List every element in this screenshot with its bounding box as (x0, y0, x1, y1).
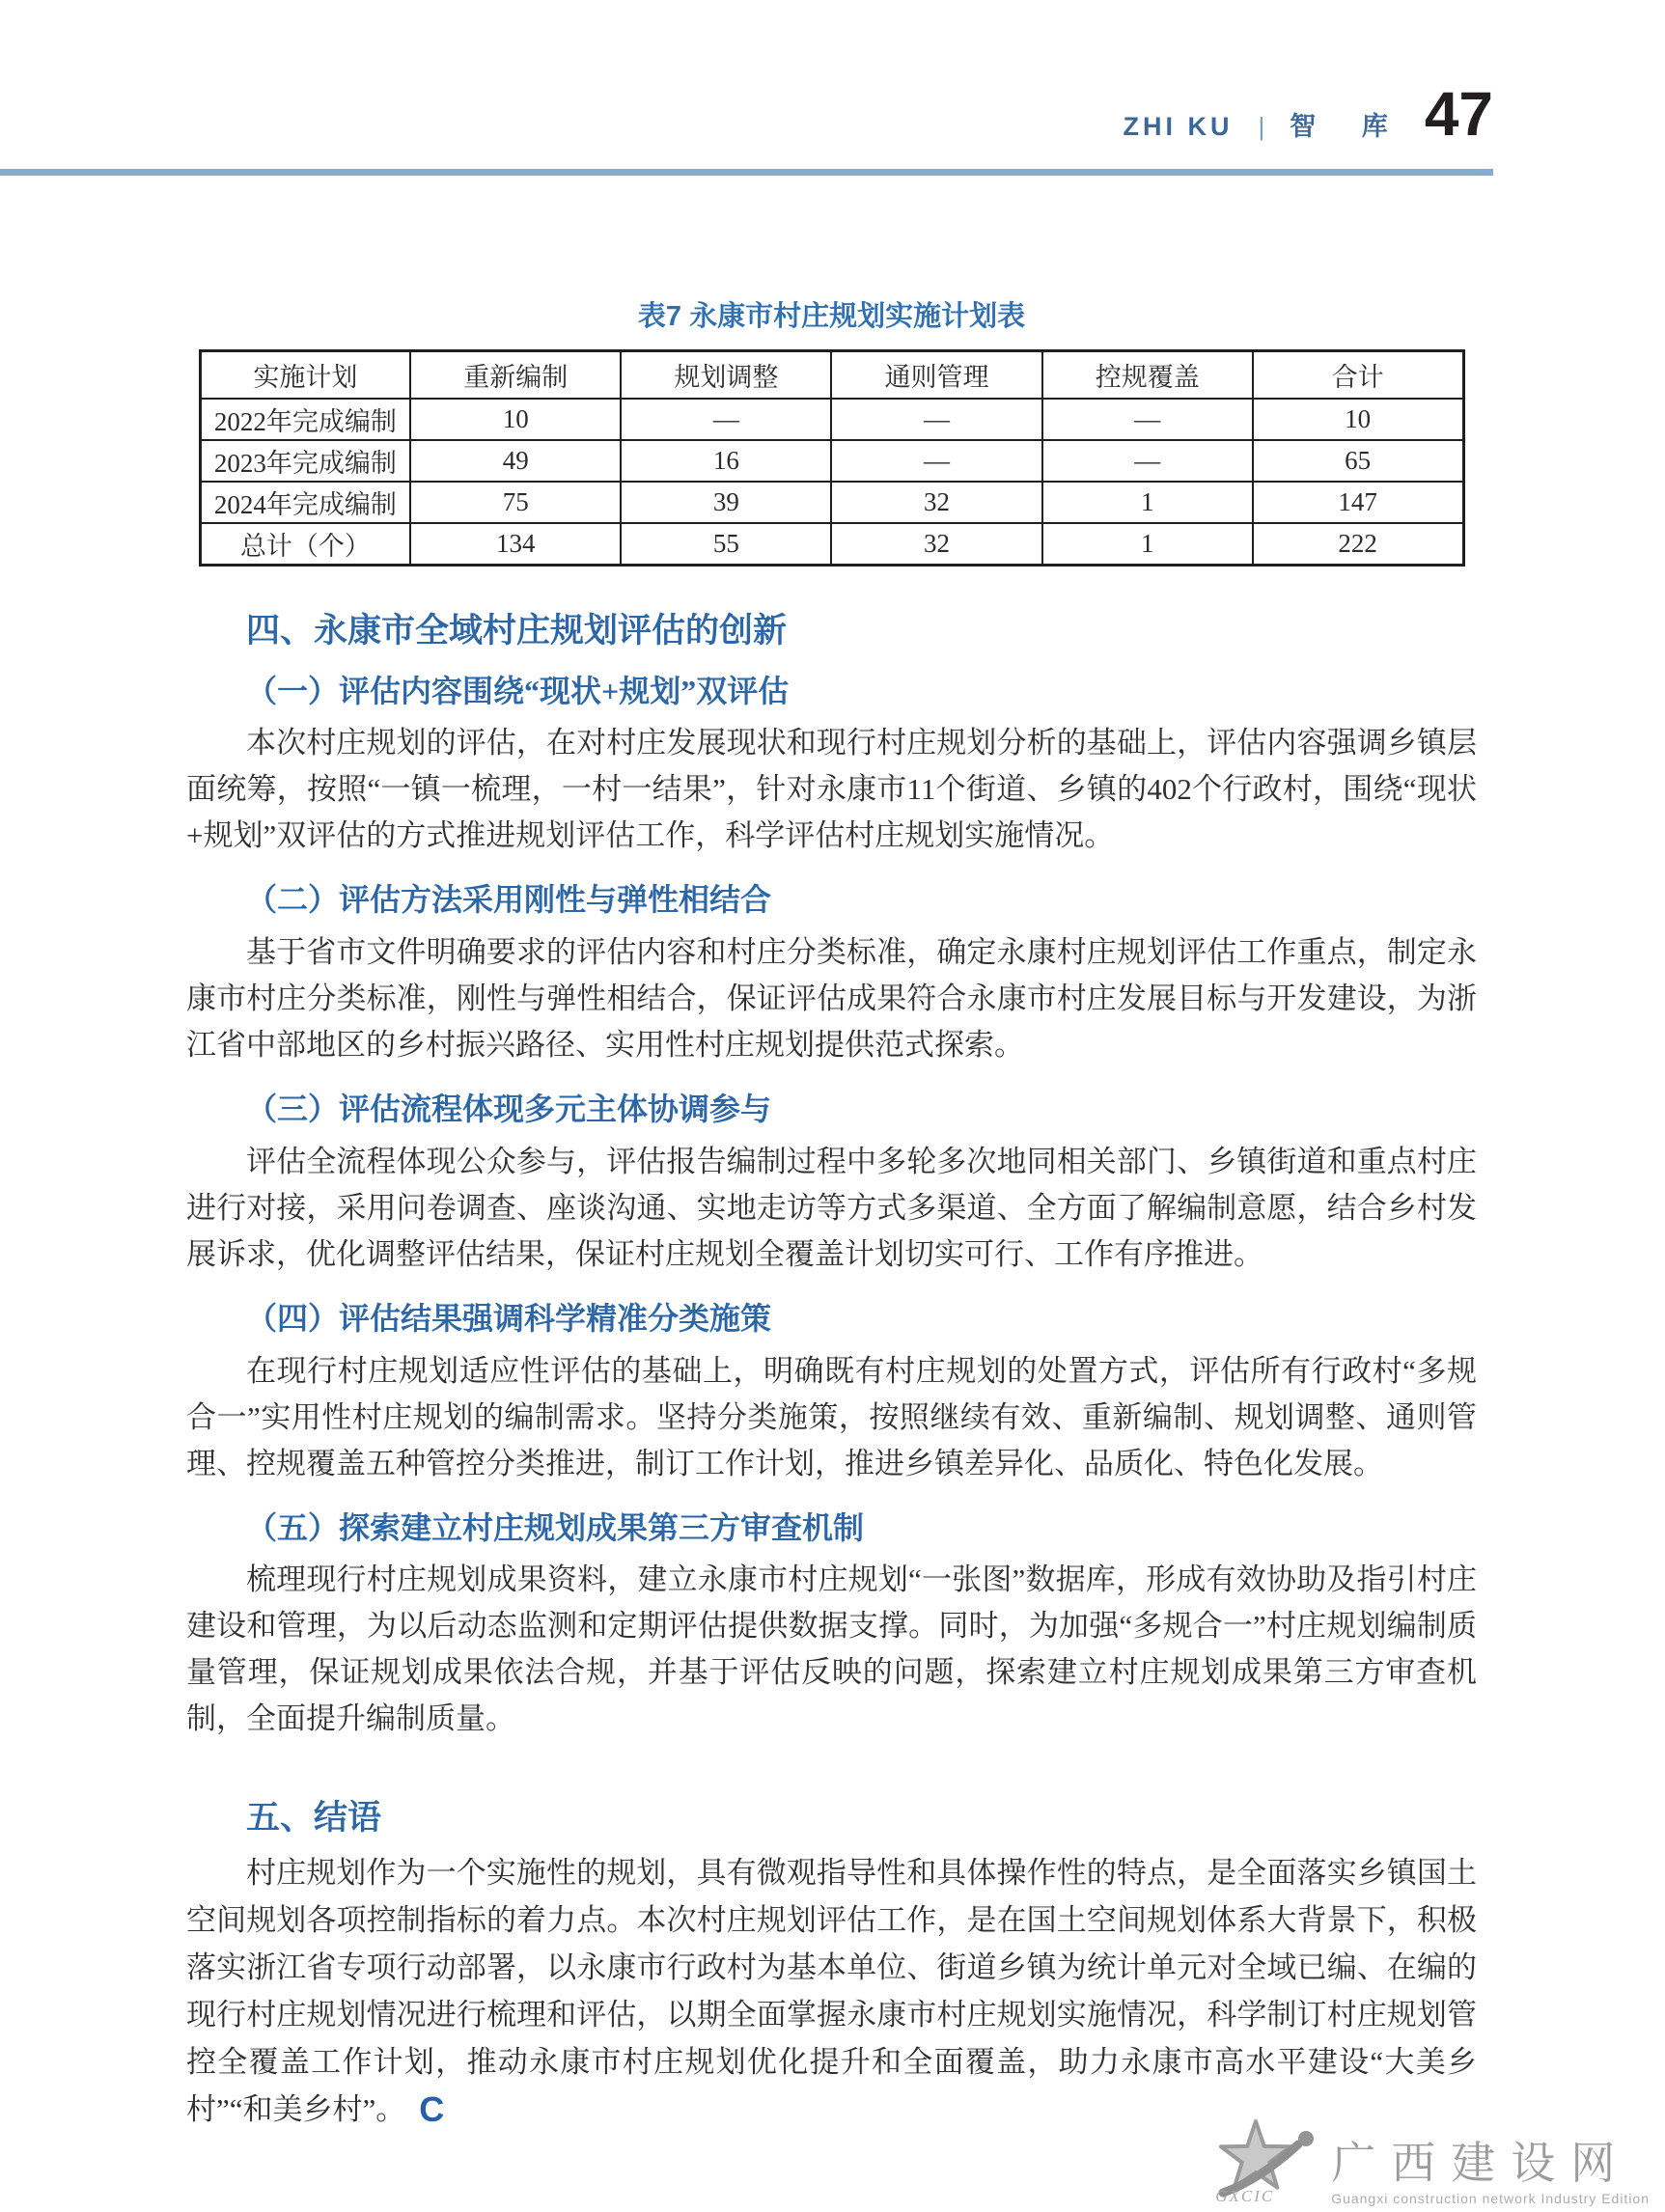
column-header: 控规覆盖 (1042, 351, 1253, 400)
header-latin-title: ZHI KU (1123, 112, 1234, 141)
gxcic-star-logo-icon (1207, 2117, 1321, 2206)
table-cell: — (831, 440, 1041, 482)
table-cell: — (1042, 440, 1253, 482)
page-number: 47 (1424, 79, 1493, 149)
table-cell: 1 (1042, 523, 1253, 566)
table-header-row (200, 351, 1463, 400)
table-cell: 75 (410, 482, 621, 523)
watermark-text (1331, 2140, 1650, 2206)
paragraph: 本次村庄规划的评估，在对村庄发展现状和现行村庄规划分析的基础上，评估内容强调乡镇层面统筹，按照“一镇一梳理，一村一结果”，针对永康市11个街道、乡镇的402个行政村，围绕“现状+规划”双评估的方式推进规划评估工作，科学评估村庄规划实施情况。 (186, 726, 1477, 853)
table-cell: 16 (621, 440, 831, 482)
subsection-heading-1: （一）评估内容围绕“现状+规划”双评估 (246, 673, 790, 708)
table-cell: 2024年完成编制 (200, 482, 410, 523)
paragraph: 在现行村庄规划适应性评估的基础上，明确既有村庄规划的处置方式，评估所有行政村“多规合一”实用性村庄规划的编制需求。坚持分类施策，按照继续有效、重新编制、规划调整、通则管理、控规覆盖五种管控分类推进，制订工作计划，推进乡镇差异化、品质化、特色化发展。 (186, 1353, 1477, 1480)
section-heading-4: 四、永康市全域村庄规划评估的创新 (246, 612, 788, 650)
table-cell: 32 (831, 482, 1041, 523)
subsection-heading-3: （三）评估流程体现多元主体协调参与 (246, 1092, 772, 1127)
paragraph: 评估全流程体现公众参与，评估报告编制过程中多轮多次地同相关部门、乡镇街道和重点村庄进行对接，采用问卷调查、座谈沟通、实地走访等方式多渠道、全方面了解编制意愿，结合乡村发展诉求，优化调整评估结果，保证村庄规划全覆盖计划切实可行、工作有序推进。 (186, 1144, 1477, 1271)
section-heading-5: 五、结语 (246, 1799, 382, 1838)
table-row (200, 399, 1463, 440)
column-header: 通则管理 (831, 351, 1041, 400)
column-header: 规划调整 (621, 351, 831, 400)
table-cell: 总计（个） (200, 523, 410, 566)
article-body (186, 176, 1477, 2133)
column-header: 合计 (1253, 351, 1463, 400)
watermark (1207, 2117, 1650, 2206)
table-cell: — (831, 399, 1041, 440)
table-row (200, 440, 1463, 482)
table-cell: 1 (1042, 482, 1253, 523)
watermark-site-subtitle: Guangxi construction network Industry Edition (1331, 2191, 1650, 2206)
column-header: 重新编制 (410, 351, 621, 400)
table-cell: 147 (1253, 482, 1463, 523)
table-title: 表7 永康市村庄规划实施计划表 (637, 301, 1026, 332)
article-end-mark-icon: C (419, 2088, 445, 2129)
table-cell: 134 (410, 523, 621, 566)
subsection-heading-2: （二）评估方法采用刚性与弹性相结合 (246, 882, 772, 918)
paragraph: 基于省市文件明确要求的评估内容和村庄分类标准，确定永康村庄规划评估工作重点，制定永康市村庄分类标准，刚性与弹性相结合，保证评估成果符合永康市村庄发展目标与开发建设，为浙江省中部地区的乡村振兴路径、实用性村庄规划提供范式探索。 (186, 935, 1477, 1063)
table-cell: 55 (621, 523, 831, 566)
closing-paragraph-text: 村庄规划作为一个实施性的规划，具有微观指导性和具体操作性的特点，是全面落实乡镇国土空间规划各项控制指标的着力点。本次村庄规划评估工作，是在国土空间规划体系大背景下，积极落实浙江省专项行动部署，以永康市行政村为基本单位、街道乡镇为统计单元对全域已编、在编的现行村庄规划情况进行梳理和评估，以期全面掌握永康市村庄规划实施情况，科学制订村庄规划管控全覆盖工作计划，推动永康市村庄规划优化提升和全面覆盖，助力永康市高水平建设“大美乡村”“和美乡村”。 (186, 1855, 1477, 2126)
table-total-row (200, 523, 1463, 566)
table-cell: 65 (1253, 440, 1463, 482)
paragraph: 梳理现行村庄规划成果资料，建立永康市村庄规划“一张图”数据库，形成有效协助及指引村庄建设和管理，为以后动态监测和定期评估提供数据支撑。同时，为加强“多规合一”村庄规划编制质量管理，保证规划成果依法合规，并基于评估反映的问题，探索建立村庄规划成果第三方审查机制，全面提升编制质量。 (186, 1562, 1477, 1736)
table-cell: 2022年完成编制 (200, 399, 410, 440)
table-cell: — (621, 399, 831, 440)
table-cell: 222 (1253, 523, 1463, 566)
table-cell: 2023年完成编制 (200, 440, 410, 482)
subsection-heading-5: （五）探索建立村庄规划成果第三方审查机制 (246, 1509, 865, 1545)
header-rule (0, 169, 1493, 176)
page-header (1123, 79, 1493, 149)
header-chinese-title: 智 库 (1290, 112, 1407, 141)
table-cell: 39 (621, 482, 831, 523)
table-cell: 10 (410, 399, 621, 440)
table-cell: 32 (831, 523, 1041, 566)
closing-paragraph (186, 1849, 1477, 2133)
watermark-site-name: 广西建设网 (1331, 2139, 1631, 2189)
implementation-plan-table (199, 349, 1465, 567)
subsection-heading-4: （四）评估结果强调科学精准分类施策 (246, 1300, 772, 1336)
table-cell: 49 (410, 440, 621, 482)
header-separator: | (1258, 112, 1265, 141)
table-cell: — (1042, 399, 1253, 440)
column-header: 实施计划 (200, 351, 410, 400)
gxcic-label: GXCIC (1215, 2187, 1275, 2205)
table-cell: 10 (1253, 399, 1463, 440)
table-row (200, 482, 1463, 523)
